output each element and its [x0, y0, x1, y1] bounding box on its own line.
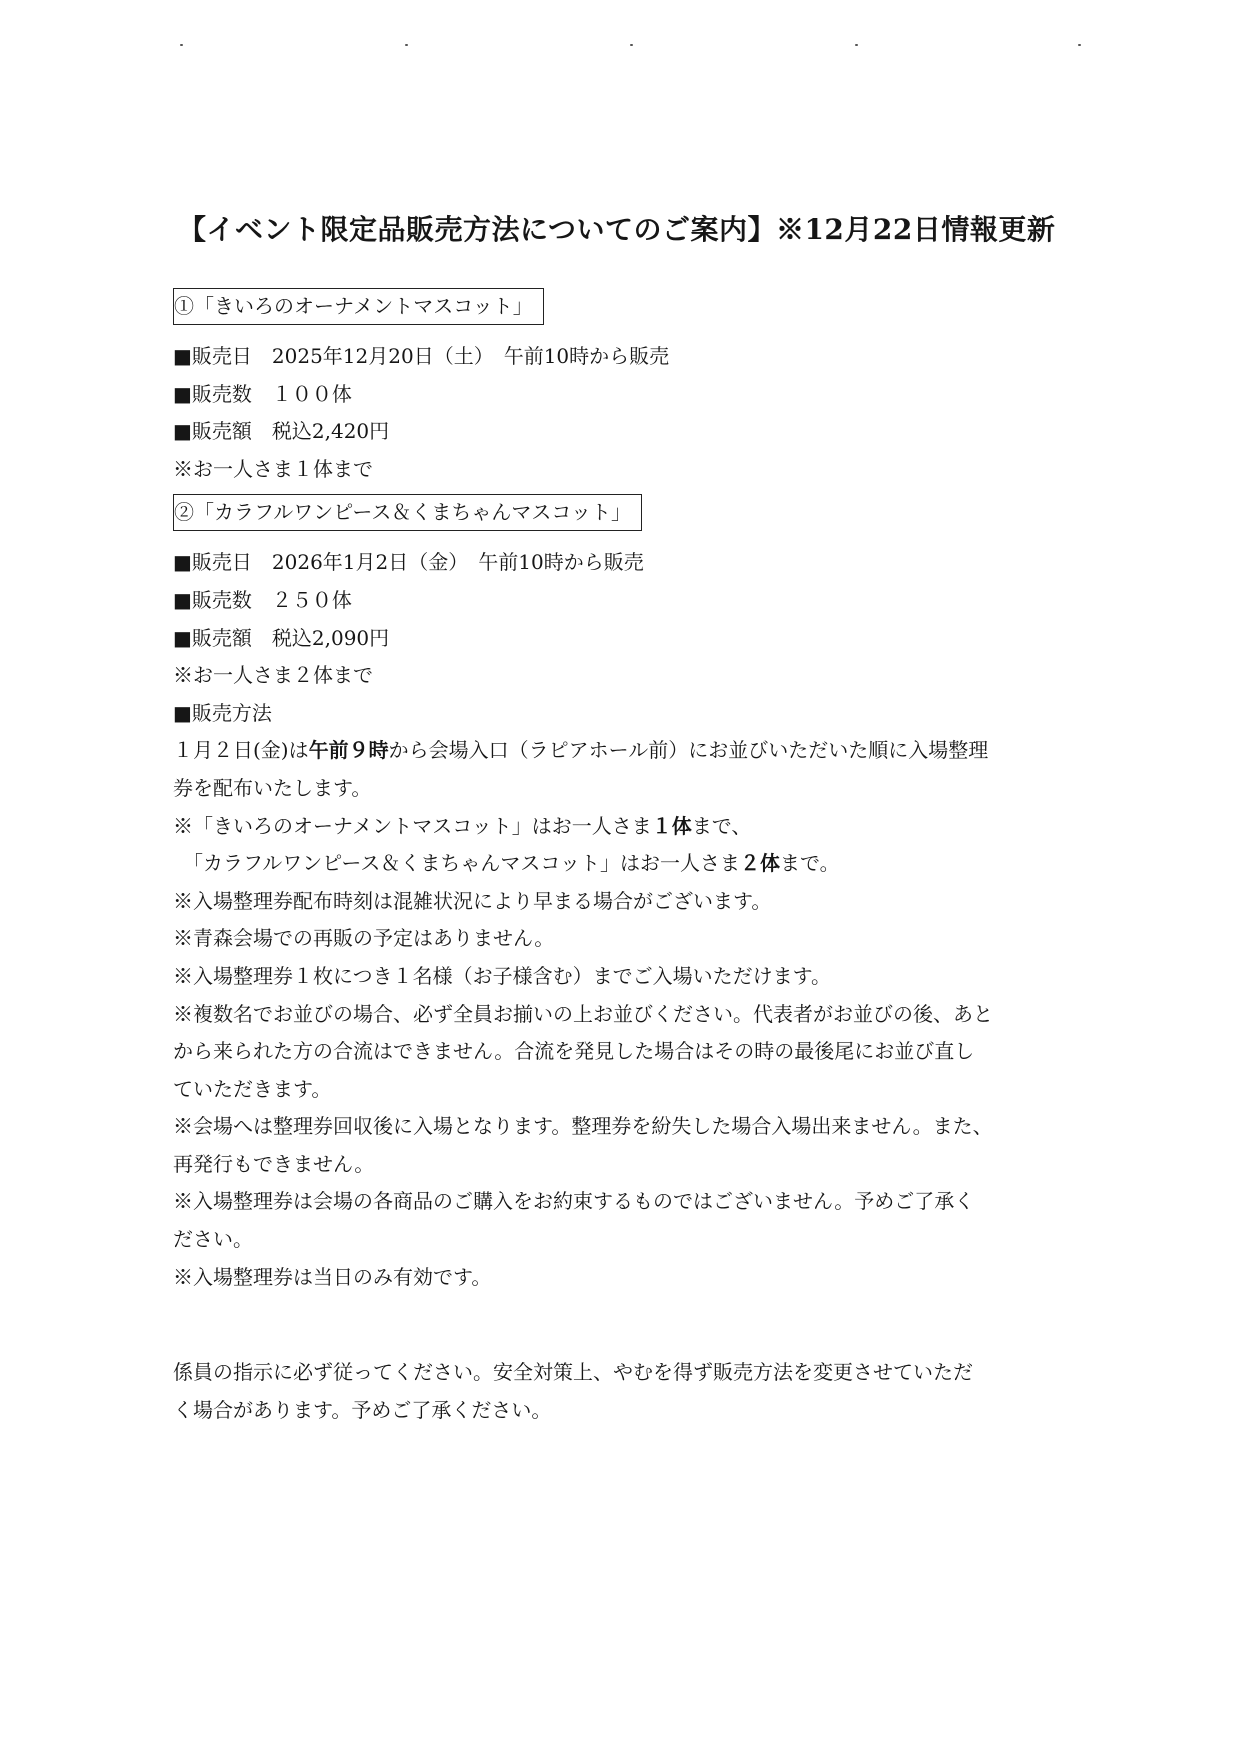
method-emphasis: １体 [651, 813, 692, 838]
method-limit-line [173, 808, 1073, 846]
method-note: ※入場整理券１枚につき１名様（お子様含む）までご入場いただけます。 [173, 963, 831, 988]
method-note: ※複数名でお並びの場合、必ず全員お揃いの上お並びください。代表者がお並びの後、あと [173, 1001, 993, 1026]
scan-mark [180, 44, 183, 46]
method-emphasis: ２体 [740, 851, 780, 876]
method-emphasis: 午前９時 [308, 738, 389, 763]
sales-method-section [173, 695, 1073, 1297]
item2-limit: ※お一人さま２体まで [173, 663, 373, 688]
scan-mark [405, 44, 408, 46]
item1-price: ■販売額 税込2,420円 [173, 419, 390, 444]
method-paragraph-line: 券を配布いたします。 [173, 775, 372, 800]
item2-section [173, 494, 1073, 694]
method-text: 「カラフルワンピース＆くまちゃんマスコット」はお一人さま [173, 851, 740, 876]
method-note: ※会場へは整理券回収後に入場となります。整理券を紛失した場合入場出来ません。また、 [173, 1114, 993, 1139]
method-text: １月２日(金)は [173, 738, 309, 763]
item2-price: ■販売額 税込2,090円 [173, 625, 390, 650]
method-text: から会場入口（ラピアホール前）にお並びいただいた順に入場整理 [388, 738, 989, 763]
method-note: から来られた方の合流はできません。合流を発見した場合はその時の最後尾にお並び直し [173, 1039, 975, 1064]
method-text: ※「きいろのオーナメントマスコット」はお一人さま [173, 813, 652, 838]
footer-notice [173, 1354, 1073, 1429]
scan-mark [855, 44, 858, 46]
method-text: まで、 [691, 813, 752, 838]
item1-section [173, 288, 1073, 488]
sales-method-heading: ■販売方法 [173, 700, 272, 725]
method-note: ださい。 [173, 1227, 253, 1252]
item2-quantity: ■販売数 ２５０体 [173, 587, 352, 612]
main-content [173, 288, 1073, 1429]
footer-line: 係員の指示に必ず従ってください。安全対策上、やむを得ず販売方法を変更させていただ [173, 1360, 973, 1385]
method-paragraph-line [173, 732, 1073, 770]
item1-heading: ①「きいろのオーナメントマスコット」 [173, 288, 544, 325]
method-note: 再発行もできません。 [173, 1151, 375, 1176]
scan-mark [1078, 44, 1081, 46]
scan-mark [630, 44, 633, 46]
method-note: ※入場整理券配布時刻は混雑状況により早まる場合がございます。 [173, 888, 772, 913]
item2-heading: ②「カラフルワンピース＆くまちゃんマスコット」 [173, 494, 642, 531]
footer-line: く場合があります。予めご了承ください。 [173, 1397, 552, 1422]
method-note: ていただきます。 [173, 1076, 332, 1101]
method-note: ※入場整理券は会場の各商品のご購入をお約束するものではございません。予めご了承く [173, 1189, 975, 1214]
method-note: ※青森会場での再販の予定はありません。 [173, 926, 555, 951]
item1-limit: ※お一人さま１体まで [173, 456, 373, 481]
item1-date: ■販売日 2025年12月20日（土） 午前10時から販売 [173, 344, 670, 368]
item1-quantity: ■販売数 １００体 [173, 381, 352, 406]
item2-date: ■販売日 2026年1月2日（金） 午前10時から販売 [173, 550, 644, 575]
page-title: 【イベント限定品販売方法についてのご案内】※12月22日情報更新 [178, 213, 1056, 246]
method-limit-line [173, 845, 1073, 883]
method-note: ※入場整理券は当日のみ有効です。 [173, 1264, 492, 1289]
method-text: まで。 [780, 851, 840, 876]
